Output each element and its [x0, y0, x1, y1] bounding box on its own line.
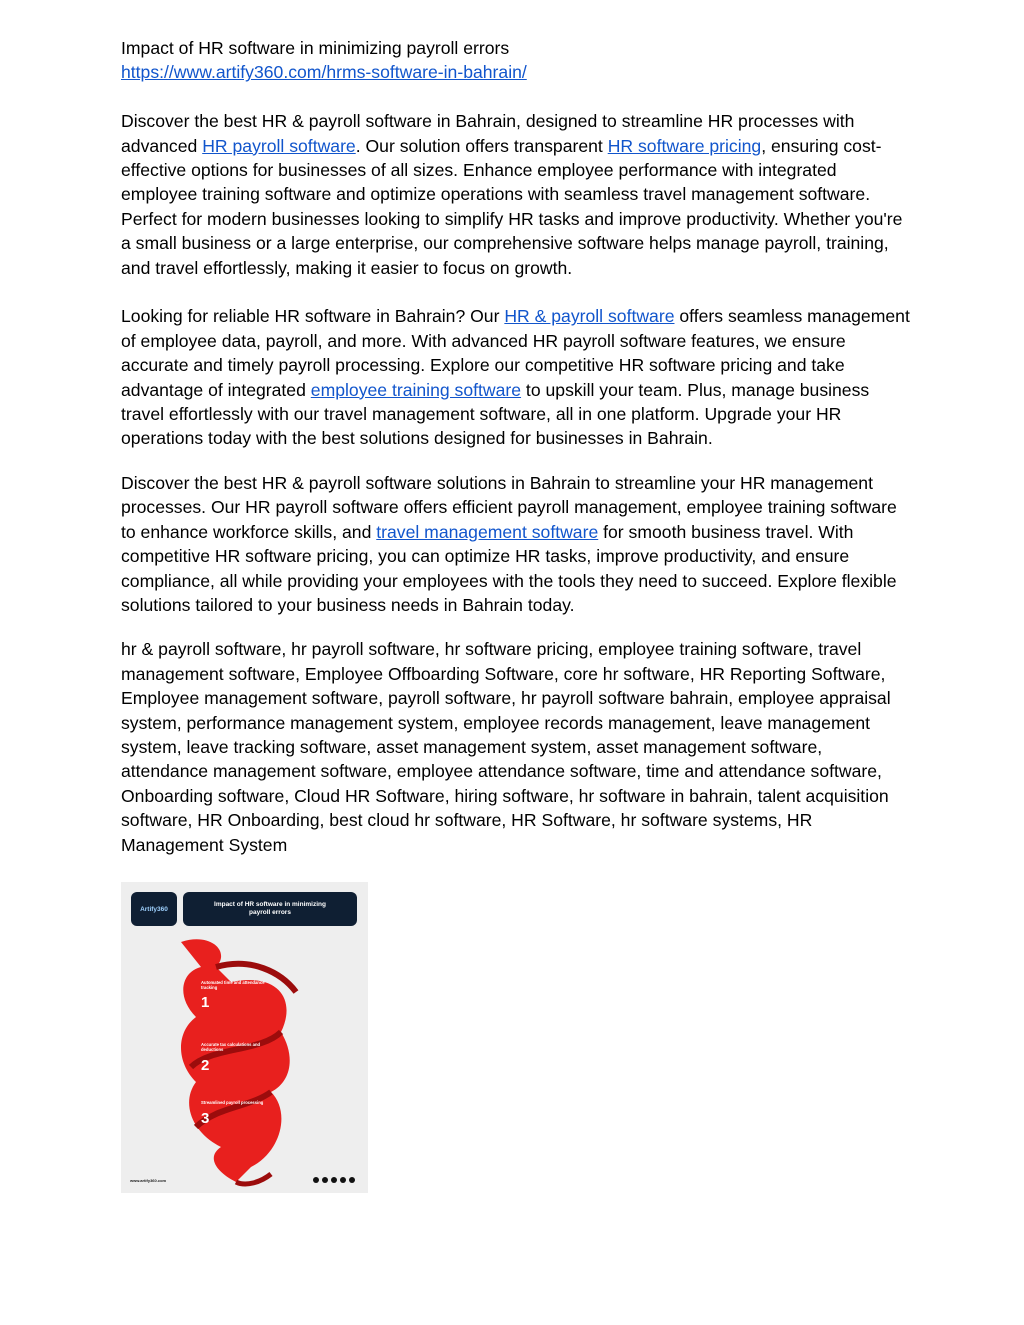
artify360-logo: Artify360 [131, 892, 177, 926]
infographic-footer-url: www.artify360.com [130, 1178, 167, 1183]
employee-training-software-link[interactable]: employee training software [310, 379, 522, 400]
step-2-title: Accurate tax calculations and deductions [201, 1042, 261, 1052]
paragraph-text: for smooth business travel. With competitive HR software pricing, you can optimize HR tasks, improve productivity, and ensure compliance, all while providing your employees with the tools they need to succeed. Explore flexible solutions tailored to your business needs in Bahrain today. [121, 521, 897, 615]
hr-and-payroll-software-link[interactable]: HR & payroll software [504, 306, 675, 327]
infographic-heading: Impact of HR software in minimizing payroll errors [183, 892, 357, 926]
paragraph-text: , ensuring cost-effective options for businesses of all sizes. Enhance employee performance with integrated employee training software and optimize operations with seamless travel management software. Perfect for modern businesses looking to simplify HR tasks and improve productivity. Whether you're a small business or a large enterprise, our comprehensive software helps manage payroll, training, and travel effortlessly, making it easier to focus on growth. [121, 135, 903, 278]
twitter-icon [331, 1177, 337, 1183]
document-title: Impact of HR software in minimizing payroll errors [121, 38, 510, 58]
red-ribbon-illustration [121, 882, 368, 1193]
paragraph-reliable-hr [121, 304, 911, 450]
travel-management-software-link[interactable]: travel management software [376, 521, 599, 542]
paragraph-text: offers seamless management of employee data, payroll, and more. With advanced HR payroll software features, we ensure accurate and timely payroll processing. Explore our competitive HR software pricing and take advantage of integrated [121, 306, 910, 400]
facebook-icon [313, 1177, 319, 1183]
step-1-title: Automated time and attendance tracking [201, 980, 265, 990]
paragraph-text: to upskill your team. Plus, manage business travel effortlessly with our travel management software, all in one platform. Upgrade your HR operations today with the best solutions designed for businesses in Bahrain. [121, 379, 870, 449]
hr-software-pricing-link[interactable]: HR software pricing [607, 135, 762, 156]
paragraph-solutions [121, 471, 911, 617]
youtube-icon [349, 1177, 355, 1183]
document-body [121, 36, 911, 857]
instagram-icon [322, 1177, 328, 1183]
step-1-number: 1 [201, 994, 210, 1011]
source-url-link[interactable]: https://www.artify360.com/hrms-software-in-bahrain/ [121, 62, 527, 83]
step-2-number: 2 [201, 1057, 210, 1074]
paragraph-text: Looking for reliable HR software in Bahrain? Our [121, 306, 505, 327]
paragraph-intro [121, 109, 911, 280]
step-3-number: 3 [201, 1110, 210, 1127]
step-3-title: Streamlined payroll processing [201, 1100, 264, 1105]
paragraph-text: Discover the best HR & payroll software solutions in Bahrain to streamline your HR management processes. Our HR payroll software offers efficient payroll management, employee training software to enhance workforce skills, and [121, 472, 897, 542]
paragraph-text: . Our solution offers transparent [355, 135, 608, 156]
infographic-image [121, 882, 368, 1193]
paragraph-text: Discover the best HR & payroll software in Bahrain, designed to streamline HR processes with advanced [121, 111, 855, 156]
linkedin-icon [340, 1177, 346, 1183]
hr-payroll-software-link[interactable]: HR payroll software [202, 135, 356, 156]
paragraph-keywords: hr & payroll software, hr payroll software, hr software pricing, employee training software, travel management software, Employee Offboarding Software, core hr software, HR Reporting Software, Employee management software, payroll software, hr payroll software bahrain, employee appraisal system, performance management system, employee records management, leave management system, leave tracking software, asset management system, asset management software, attendance management software, employee attendance software, time and attendance software, Onboarding software, Cloud HR Software, hiring software, hr software in bahrain, talent acquisition software, HR Onboarding, best cloud hr software, HR Software, hr software systems, HR Management System [121, 639, 891, 855]
